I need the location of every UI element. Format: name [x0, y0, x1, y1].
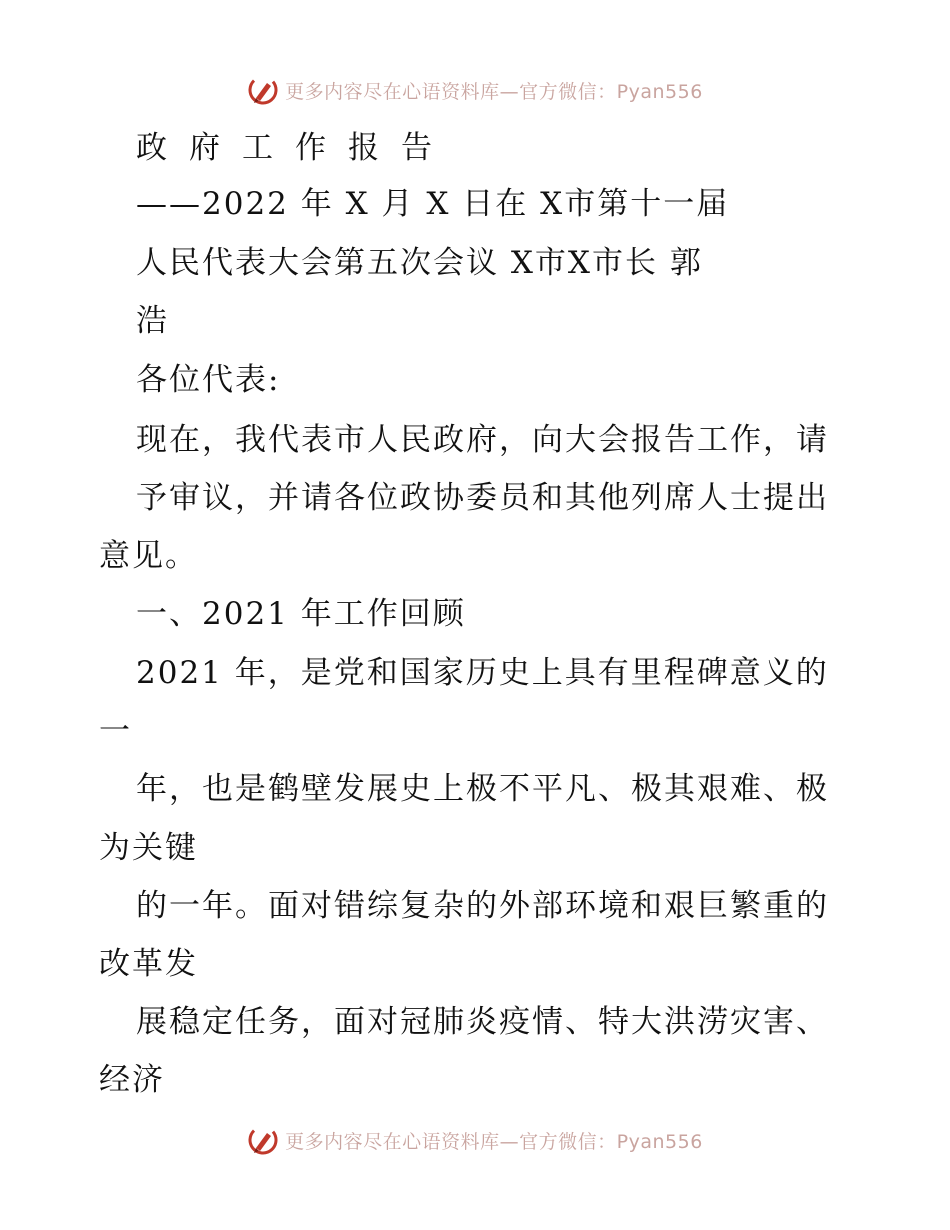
- intro-line-2: 予审议，并请各位政协委员和其他列席人士提出: [136, 480, 829, 516]
- salutation: 各位代表:: [136, 362, 281, 398]
- pen-logo-icon: [247, 1124, 279, 1156]
- pen-logo-icon: [247, 74, 279, 106]
- body-line-5: 的一年。面对错综复杂的外部环境和艰巨繁重的: [136, 888, 829, 924]
- intro-line-1: 现在，我代表市人民政府，向大会报告工作，请: [136, 422, 829, 458]
- intro-line-3: 意见。: [99, 538, 198, 574]
- body-line-3: 年，也是鹤壁发展史上极不平凡、极其艰难、极: [136, 771, 829, 807]
- footer-watermark: [0, 1120, 950, 1160]
- body-line-2: 一: [99, 713, 132, 749]
- watermark-text: 更多内容尽在心语资料库—官方微信：Pyan556: [285, 1130, 703, 1153]
- subtitle-line-3: 浩: [136, 303, 169, 339]
- body-line-8: 经济: [99, 1062, 165, 1098]
- body-line-6: 改革发: [99, 946, 198, 982]
- body-line-1: 2021 年，是党和国家历史上具有里程碑意义的: [136, 655, 829, 691]
- subtitle-line-1: ——2022 年 X 月 X 日在 X市第十一届: [136, 186, 730, 222]
- body-line-7: 展稳定任务，面对冠肺炎疫情、特大洪涝灾害、: [136, 1004, 829, 1040]
- section-heading: 一、2021 年工作回顾: [136, 596, 466, 632]
- subtitle-line-2: 人民代表大会第五次会议 X市X市长 郭: [136, 245, 703, 281]
- header-watermark: [0, 70, 950, 110]
- document-title: 政府工作报告: [136, 130, 454, 166]
- watermark-text: 更多内容尽在心语资料库—官方微信：Pyan556: [285, 80, 703, 103]
- body-line-4: 为关键: [99, 830, 198, 866]
